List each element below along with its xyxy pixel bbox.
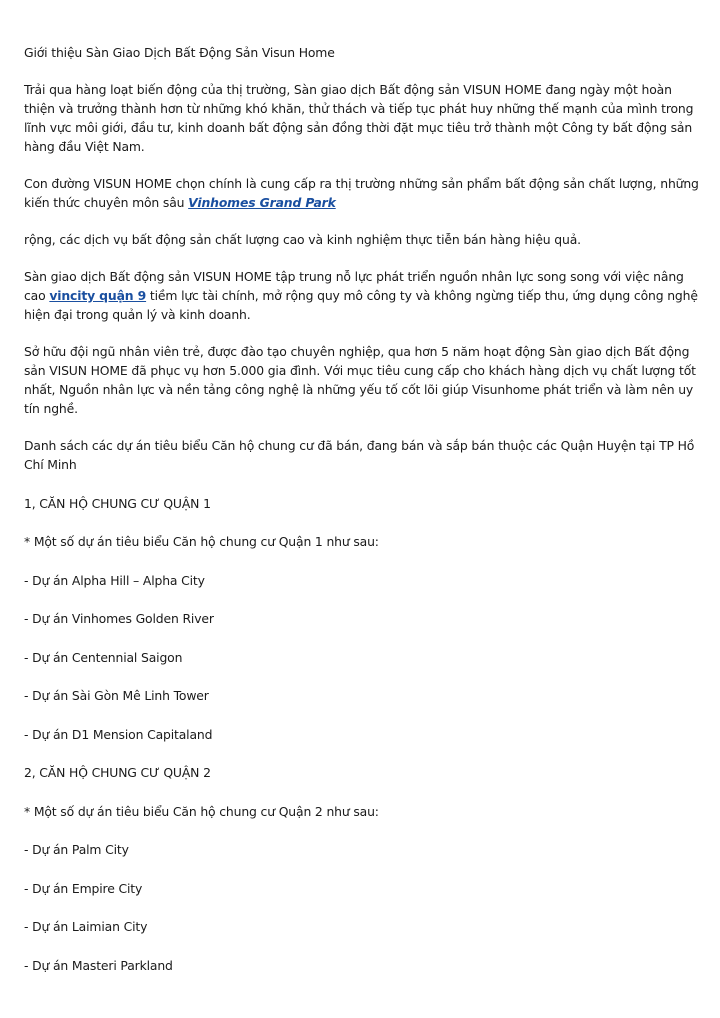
list-item: - Dự án Laimian City	[24, 919, 148, 934]
list-item: - Dự án Palm City	[24, 842, 129, 857]
paragraph-path	[24, 174, 700, 212]
list-item: - Dự án Masteri Parkland	[24, 957, 173, 973]
section-district-2	[24, 763, 700, 975]
section-heading: 1, CĂN HỘ CHUNG CƯ QUẬN 1	[24, 495, 211, 511]
list-item: - Dự án Empire City	[24, 880, 143, 896]
paragraph-hr-text-after: tiềm lực tài chính, mở rộng quy mô công ty và không ngừng tiếp thu, ứng dụng công nghệ hiện đại trong quản lý và kinh doanh.	[24, 288, 698, 322]
section-heading: 2, CĂN HỘ CHUNG CƯ QUẬN 2	[24, 765, 211, 780]
section-intro: * Một số dự án tiêu biểu Căn hộ chung cư Quận 1 như sau:	[24, 534, 379, 549]
paragraph-intro: Trải qua hàng loạt biến động của thị trường, Sàn giao dịch Bất động sản VISUN HOME đang ngày một hoàn thiện và trưởng thành hơn từ những khó khăn, thử thách và tiếp tục phát huy những thế mạnh của mình trong lĩnh vực môi giới, đầu tư, kinh doanh bất động sản đồng thời đặt mục tiêu trở thành một Công ty bất động sản hàng đầu Việt Nam.	[24, 82, 694, 154]
section-district-1	[24, 494, 700, 744]
document-title: Giới thiệu Sàn Giao Dịch Bất Động Sản Visun Home	[24, 45, 335, 60]
list-item: - Dự án Alpha Hill – Alpha City	[24, 572, 205, 588]
list-item: - Dự án Centennial Saigon	[24, 649, 183, 665]
list-item: - Dự án Sài Gòn Mê Linh Tower	[24, 688, 209, 703]
paragraph-hr-text-before: Sàn giao dịch Bất động sản VISUN HOME tập trung nỗ lực phát triển nguồn nhân lực song song với việc nâng cao	[24, 269, 684, 303]
paragraph-team: Sở hữu đội ngũ nhân viên trẻ, được đào tạo chuyên nghiệp, qua hơn 5 năm hoạt động Sàn giao dịch Bất động sản VISUN HOME đã phục vụ hơn 5.000 gia đình. Với mục tiêu cung cấp cho khách hàng dịch vụ chất lượng tốt nhất, Nguồn nhân lực và nền tảng công nghệ là những yếu tố cốt lõi giúp Visunhome phát triển và làm nên uy tín nghề.	[24, 344, 696, 416]
vincity-quan-9-link[interactable]: vincity quận 9	[49, 288, 147, 303]
paragraph-path-text: Con đường VISUN HOME chọn chính là cung cấp ra thị trường những sản phẩm bất động sản chất lượng, những kiến thức chuyên môn sâu	[24, 176, 699, 210]
list-item: - Dự án D1 Mension Capitaland	[24, 726, 213, 742]
paragraph-project-list: Danh sách các dự án tiêu biểu Căn hộ chung cư đã bán, đang bán và sắp bán thuộc các Quận Huyện tại TP Hồ Chí Minh	[24, 438, 695, 472]
vinhomes-grand-park-link[interactable]: Vinhomes Grand Park	[188, 195, 336, 210]
section-intro: * Một số dự án tiêu biểu Căn hộ chung cư Quận 2 như sau:	[24, 803, 379, 819]
document-page	[24, 43, 700, 975]
paragraph-hr	[24, 267, 700, 324]
paragraph-services: rộng, các dịch vụ bất động sản chất lượng cao và kinh nghiệm thực tiễn bán hàng hiệu quả.	[24, 232, 581, 247]
list-item: - Dự án Vinhomes Golden River	[24, 611, 214, 626]
